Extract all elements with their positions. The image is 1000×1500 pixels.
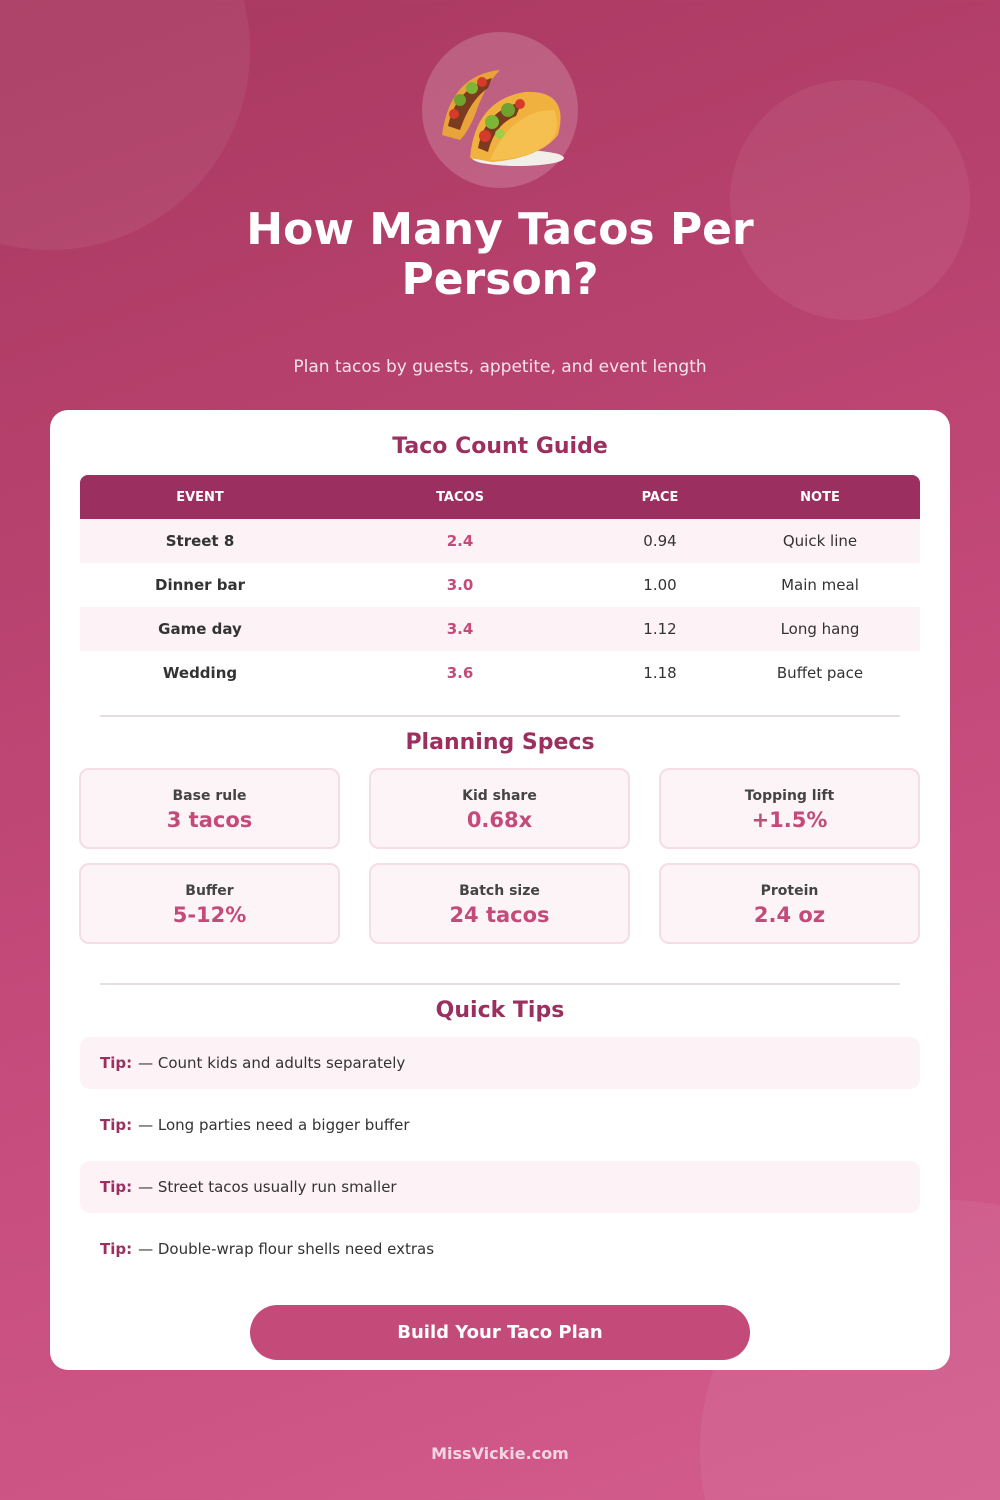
spec-label: Kid share xyxy=(462,788,537,804)
spec-value: 24 tacos xyxy=(449,903,550,927)
tip-item xyxy=(80,1037,920,1089)
guide-title: Taco Count Guide xyxy=(392,434,608,459)
event-cell: Dinner bar xyxy=(155,576,245,594)
spec-label: Buffer xyxy=(185,883,234,899)
pace-cell: 1.18 xyxy=(643,664,677,682)
content-card xyxy=(50,410,950,1370)
tip-text: — Count kids and adults separately xyxy=(138,1054,406,1072)
page-title: How Many Tacos Per Person? xyxy=(246,204,754,305)
note-cell: Main meal xyxy=(781,576,859,594)
table-row xyxy=(80,607,920,651)
tip-label: Tip: xyxy=(100,1178,133,1196)
spec-card xyxy=(369,863,630,944)
column-header-note: NOTE xyxy=(800,489,840,505)
tip-label: Tip: xyxy=(100,1240,133,1258)
tip-item xyxy=(80,1223,920,1275)
spec-card xyxy=(659,768,920,849)
hero-icon-circle xyxy=(422,32,578,188)
page-subtitle: Plan tacos by guests, appetite, and event length xyxy=(293,357,707,377)
spec-card xyxy=(79,768,340,849)
pace-cell: 1.12 xyxy=(643,620,677,638)
spec-value: +1.5% xyxy=(751,808,828,832)
tip-item xyxy=(80,1099,920,1151)
table-header xyxy=(80,475,920,519)
spec-value: 2.4 oz xyxy=(753,903,826,927)
event-cell: Wedding xyxy=(162,664,238,682)
specs-title: Planning Specs xyxy=(405,730,595,755)
note-cell: Quick line xyxy=(782,532,858,550)
taco-count-table xyxy=(80,475,920,695)
spec-label: Topping lift xyxy=(744,788,835,804)
tip-text: — Double-wrap flour shells need extras xyxy=(138,1240,435,1258)
event-cell: Game day xyxy=(158,620,242,638)
spec-label: Base rule xyxy=(172,788,247,804)
spec-card xyxy=(659,863,920,944)
note-cell: Buffet pace xyxy=(776,664,864,682)
pace-cell: 1.00 xyxy=(643,576,677,594)
column-header-tacos: TACOS xyxy=(436,489,484,505)
column-header-event: EVENT xyxy=(176,489,224,505)
spec-value: 5-12% xyxy=(172,903,247,927)
spec-label: Protein xyxy=(760,883,819,899)
tacos-cell: 3.0 xyxy=(446,576,474,594)
column-header-pace: PACE xyxy=(641,489,679,505)
spec-card xyxy=(369,768,630,849)
spec-card xyxy=(79,863,340,944)
event-cell: Street 8 xyxy=(165,532,235,550)
table-row xyxy=(80,651,920,695)
note-cell: Long hang xyxy=(780,620,860,638)
tip-label: Tip: xyxy=(100,1116,133,1134)
tacos-cell: 2.4 xyxy=(446,532,474,550)
spec-label: Batch size xyxy=(459,883,540,899)
tip-item xyxy=(80,1161,920,1213)
table-row xyxy=(80,519,920,563)
tacos-cell: 3.6 xyxy=(446,664,474,682)
tacos-cell: 3.4 xyxy=(446,620,474,638)
taco-icon xyxy=(430,40,570,180)
tips-title: Quick Tips xyxy=(435,998,565,1023)
spec-value: 3 tacos xyxy=(166,808,253,832)
spec-value: 0.68x xyxy=(466,808,533,832)
tip-text: — Street tacos usually run smaller xyxy=(138,1178,397,1196)
tip-label: Tip: xyxy=(100,1054,133,1072)
section-divider xyxy=(100,715,900,717)
footer-brand: MissVickie.com xyxy=(431,1444,569,1463)
pace-cell: 0.94 xyxy=(643,532,677,550)
section-divider xyxy=(100,983,900,985)
table-row xyxy=(80,563,920,607)
tip-text: — Long parties need a bigger buffer xyxy=(138,1116,410,1134)
build-taco-plan-button[interactable]: Build Your Taco Plan xyxy=(250,1305,750,1360)
